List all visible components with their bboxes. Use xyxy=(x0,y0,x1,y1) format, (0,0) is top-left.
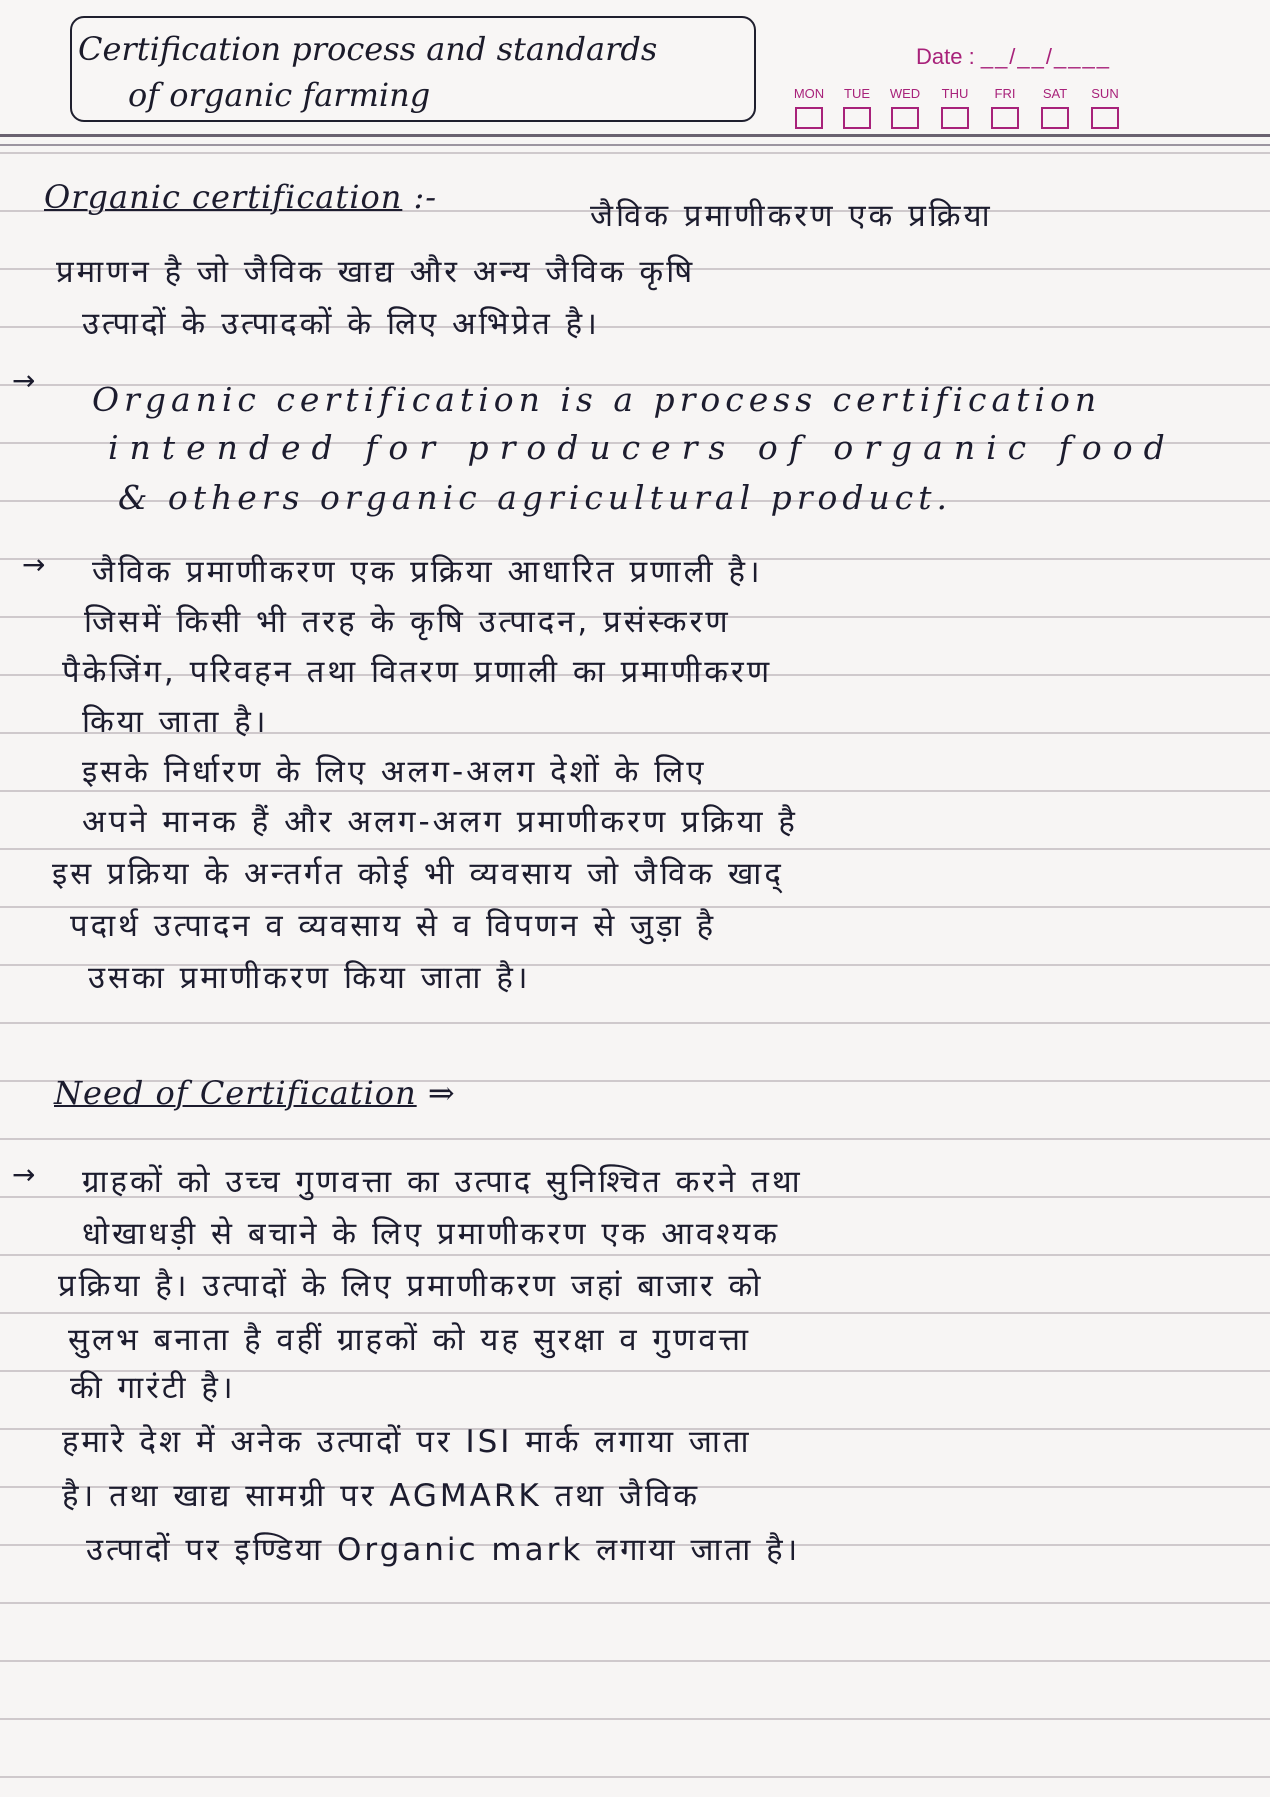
arrow-right-icon: → xyxy=(12,364,36,397)
need-point-line-5: की गारंटी है। xyxy=(70,1370,236,1406)
hindi-point-line-7: इस प्रक्रिया के अन्तर्गत कोई भी व्यवसाय जो जैविक खाद् xyxy=(52,856,784,892)
heading-text: Organic certification xyxy=(44,178,403,216)
need-point-line-4: सुलभ बनाता है वहीं ग्राहकों को यह सुरक्षा व गुणवत्ता xyxy=(68,1322,752,1358)
hindi-point-line-2: जिसमें किसी भी तरह के कृषि उत्पादन, प्रसंस्करण xyxy=(84,604,731,640)
day-label: SUN xyxy=(1091,86,1119,101)
hindi-intro-line-3: उत्पादों के उत्पादकों के लिए अभिप्रेत है। xyxy=(82,306,600,342)
day-fri xyxy=(986,86,1024,129)
section-heading-need-of-certification xyxy=(54,1074,456,1112)
day-checkbox xyxy=(1041,107,1069,129)
day-label: MON xyxy=(793,86,825,101)
hindi-point-line-6: अपने मानक हैं और अलग-अलग प्रमाणीकरण प्रक्रिया है xyxy=(82,804,798,840)
heading-suffix: ⇒ xyxy=(427,1074,456,1112)
section-heading-organic-certification xyxy=(44,178,437,216)
need-point-line-2: धोखाधड़ी से बचाने के लिए प्रमाणीकरण एक आवश्यक xyxy=(82,1216,781,1252)
day-label: TUE xyxy=(844,86,870,101)
hindi-point-line-9: उसका प्रमाणीकरण किया जाता है। xyxy=(88,960,531,996)
day-sat xyxy=(1036,86,1074,129)
need-point-line-3: प्रक्रिया है। उत्पादों के लिए प्रमाणीकरण जहां बाजार को xyxy=(58,1268,764,1304)
day-checkbox xyxy=(1091,107,1119,129)
day-tue xyxy=(838,86,876,129)
day-checkbox xyxy=(795,107,823,129)
day-sun xyxy=(1086,86,1124,129)
need-point-line-7: है। तथा खाद्य सामग्री पर AGMARK तथा जैविक xyxy=(62,1478,701,1514)
day-checkbox xyxy=(891,107,919,129)
day-label: THU xyxy=(941,86,969,101)
day-label: FRI xyxy=(994,86,1016,101)
hindi-intro-line-1: जैविक प्रमाणीकरण एक प्रक्रिया xyxy=(590,198,993,234)
date-slots: __/__/____ xyxy=(980,44,1111,69)
page-title-line-1: Certification process and standards xyxy=(78,30,658,68)
need-point-line-1: ग्राहकों को उच्च गुणवत्ता का उत्पाद सुनिश्चित करने तथा xyxy=(82,1164,803,1200)
day-checkbox xyxy=(991,107,1019,129)
heading-text: Need of Certification xyxy=(54,1074,417,1112)
english-point-line-2: intended for producers of organic food xyxy=(108,428,1176,467)
date-field xyxy=(916,44,1111,70)
title-box xyxy=(70,16,756,122)
weekday-boxes xyxy=(790,86,1130,136)
arrow-right-icon: → xyxy=(12,1158,36,1191)
need-point-line-6: हमारे देश में अनेक उत्पादों पर ISI मार्क लगाया जाता xyxy=(62,1424,752,1460)
heading-suffix: :- xyxy=(413,178,438,216)
page-title-line-2: of organic farming xyxy=(128,76,431,114)
day-thu xyxy=(936,86,974,129)
hindi-point-line-4: किया जाता है। xyxy=(82,704,269,740)
day-label: WED xyxy=(889,86,921,101)
day-label: SAT xyxy=(1042,86,1068,101)
hindi-intro-line-2: प्रमाणन है जो जैविक खाद्य और अन्य जैविक कृषि xyxy=(56,254,696,290)
hindi-point-line-5: इसके निर्धारण के लिए अलग-अलग देशों के लिए xyxy=(82,754,707,790)
hindi-point-line-8: पदार्थ उत्पादन व व्यवसाय से व विपणन से जुड़ा है xyxy=(70,908,717,944)
day-checkbox xyxy=(941,107,969,129)
english-point-line-1: Organic certification is a process certification xyxy=(92,380,1102,419)
day-mon xyxy=(790,86,828,129)
english-point-line-3: & others organic agricultural product. xyxy=(118,478,952,517)
header-divider-secondary xyxy=(0,144,1270,146)
day-wed xyxy=(886,86,924,129)
date-label: Date : xyxy=(916,44,975,69)
hindi-point-line-1: जैविक प्रमाणीकरण एक प्रक्रिया आधारित प्रणाली है। xyxy=(92,554,763,590)
day-checkbox xyxy=(843,107,871,129)
need-point-line-8: उत्पादों पर इण्डिया Organic mark लगाया जाता है। xyxy=(86,1532,801,1568)
hindi-point-line-3: पैकेजिंग, परिवहन तथा वितरण प्रणाली का प्रमाणीकरण xyxy=(62,654,773,690)
arrow-right-icon: → xyxy=(22,548,46,581)
